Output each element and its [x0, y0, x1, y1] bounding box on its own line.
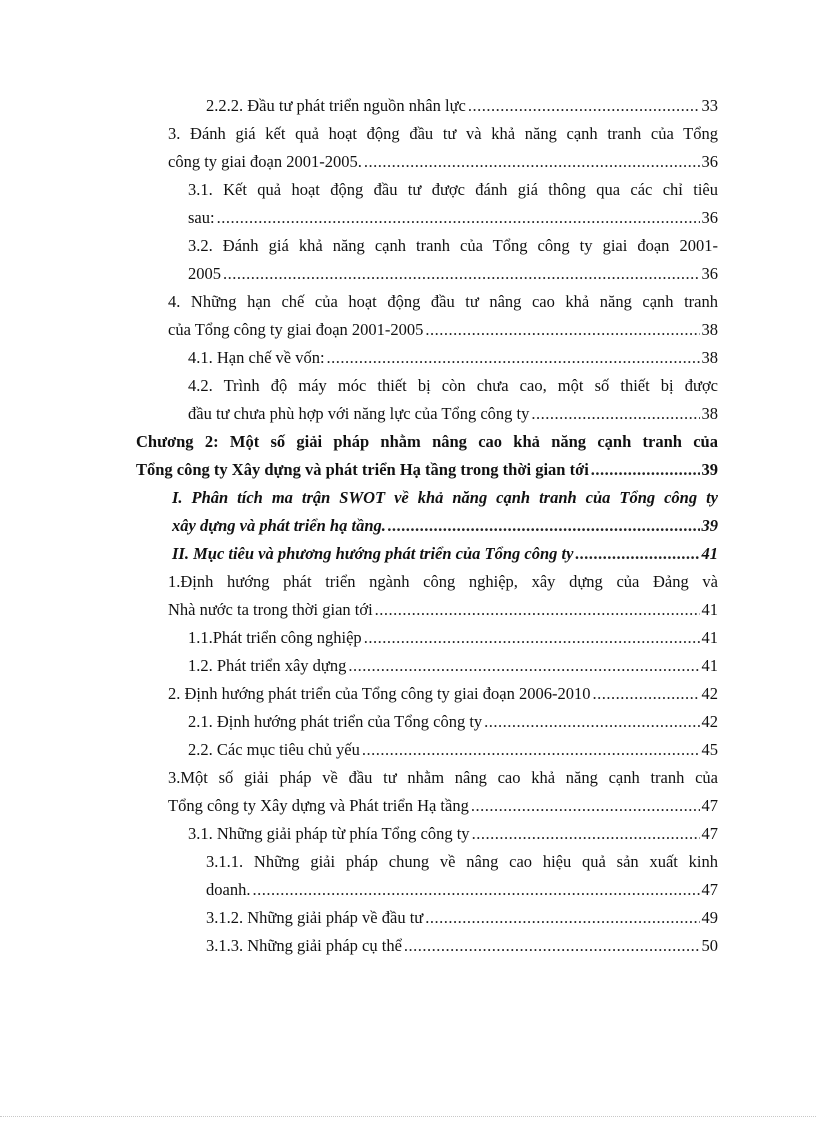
- toc-entry-text: 4.2. Trình độ máy móc thiết bị còn chưa cao, một số thiết bị được: [188, 376, 718, 395]
- toc-entry-4-1[interactable]: [136, 344, 718, 372]
- dot-leader: [252, 876, 699, 904]
- toc-page-number: 38: [701, 404, 718, 423]
- dot-leader: [425, 904, 699, 932]
- toc-entry-2-1[interactable]: [136, 708, 718, 736]
- toc-entry-text: 1.1.Phát triển công nghiệp: [188, 628, 362, 647]
- toc-entry-2-2-2[interactable]: [136, 92, 718, 120]
- toc-page-number: 39: [701, 460, 718, 479]
- toc-entry-text: II. Mục tiêu và phương hướng phát triển của Tổng công ty: [172, 544, 574, 563]
- dot-leader: [362, 736, 700, 764]
- page-bottom-rule: [0, 1116, 816, 1117]
- toc-entry-text: 3.1. Kết quả hoạt động đầu tư được đánh giá thông qua các chỉ tiêu: [188, 180, 718, 199]
- toc-page-number: 41: [701, 628, 718, 647]
- toc-entry-text-continued: xây dựng và phát triển hạ tầng.: [172, 516, 386, 535]
- toc-entry-2-2[interactable]: [136, 736, 718, 764]
- dot-leader: [223, 260, 700, 288]
- toc-entry-text-continued: doanh.: [206, 880, 251, 899]
- toc-entry-3-1-1[interactable]: [136, 848, 718, 904]
- toc-page-number: 38: [701, 320, 718, 339]
- toc-entry-4[interactable]: [136, 288, 718, 344]
- toc-page-number: 38: [701, 348, 718, 367]
- toc-entry-section-II[interactable]: [136, 540, 718, 568]
- toc-entry-text: 3.1.2. Những giải pháp về đầu tư: [206, 908, 424, 927]
- toc-entry-4-2[interactable]: [136, 372, 718, 428]
- toc-entry-2[interactable]: [136, 680, 718, 708]
- toc-entry-1-2[interactable]: [136, 652, 718, 680]
- toc-entry-text: 3.2. Đánh giá khả năng cạnh tranh của Tổng công ty giai đoạn 2001-: [188, 236, 718, 255]
- dot-leader: [364, 148, 700, 176]
- dot-leader: [327, 344, 700, 372]
- toc-entry-1[interactable]: [136, 568, 718, 624]
- dot-leader: [364, 624, 700, 652]
- toc-entry-text: 1.Định hướng phát triển ngành công nghiệp, xây dựng của Đảng và: [168, 572, 718, 591]
- toc-page-number: 41: [701, 600, 718, 619]
- toc-entry-1-1[interactable]: [136, 624, 718, 652]
- toc-entry-text-continued: sau:: [188, 208, 215, 227]
- toc-page-number: 42: [701, 684, 718, 703]
- dot-leader: [404, 932, 700, 960]
- toc-entry-text-continued: đầu tư chưa phù hợp với năng lực của Tổng công ty: [188, 404, 530, 423]
- toc-page-number: 36: [701, 264, 718, 283]
- dot-leader: [348, 652, 699, 680]
- dot-leader: [591, 456, 700, 484]
- dot-leader: [472, 820, 700, 848]
- toc-entry-text: 3. Đánh giá kết quả hoạt động đầu tư và khả năng cạnh tranh của Tổng: [168, 124, 718, 143]
- toc-entry-text: 2.1. Định hướng phát triển của Tổng công ty: [188, 712, 483, 731]
- toc-entry-text: 4. Những hạn chế của hoạt động đầu tư nâng cao khả năng cạnh tranh: [168, 292, 718, 311]
- toc-entry-text: 2.2.2. Đầu tư phát triển nguồn nhân lực: [206, 96, 466, 115]
- dot-leader: [575, 540, 699, 568]
- toc-entry-section-I[interactable]: [136, 484, 718, 540]
- dot-leader: [592, 680, 699, 708]
- toc-entry-text-continued: công ty giai đoạn 2001-2005.: [168, 152, 362, 171]
- toc-page-number: 45: [701, 740, 718, 759]
- toc-page-number: 47: [701, 824, 718, 843]
- dot-leader: [531, 400, 699, 428]
- toc-entry-text: 3.1.3. Những giải pháp cụ thể: [206, 936, 402, 955]
- toc-entry-text: 1.2. Phát triển xây dựng: [188, 656, 347, 675]
- toc-entry-3-1[interactable]: [136, 176, 718, 232]
- toc-entry-text: 3.1. Những giải pháp từ phía Tổng công ty: [188, 824, 470, 843]
- toc-page-number: 39: [701, 516, 718, 535]
- toc-entry-text: 2. Định hướng phát triển của Tổng công ty giai đoạn 2006-2010: [168, 684, 591, 703]
- toc-entry-3-1-solutions[interactable]: [136, 820, 718, 848]
- toc-page-number: 42: [701, 712, 718, 731]
- dot-leader: [217, 204, 700, 232]
- toc-page-number: 36: [701, 152, 718, 171]
- toc-entry-text: 3.Một số giải pháp về đầu tư nhằm nâng cao khả năng cạnh tranh của: [168, 768, 718, 787]
- toc-page-number: 50: [701, 936, 718, 955]
- toc-page-number: 41: [701, 544, 718, 563]
- toc-entry-text-continued: Nhà nước ta trong thời gian tới: [168, 600, 373, 619]
- toc-entry-3[interactable]: [136, 120, 718, 176]
- toc-page-number: 36: [701, 208, 718, 227]
- toc-entry-text: 3.1.1. Những giải pháp chung về nâng cao hiệu quả sản xuất kinh: [206, 852, 718, 871]
- toc-entry-text-continued: 2005: [188, 264, 221, 283]
- toc-page-number: 41: [701, 656, 718, 675]
- toc-entry-3-1-3[interactable]: [136, 932, 718, 960]
- toc-page-number: 47: [701, 796, 718, 815]
- dot-leader: [375, 596, 700, 624]
- toc-entry-3-2[interactable]: [136, 232, 718, 288]
- toc-entry-text-continued: của Tổng công ty giai đoạn 2001-2005: [168, 320, 424, 339]
- toc-entry-text: Chương 2: Một số giải pháp nhằm nâng cao khả năng cạnh tranh của: [136, 432, 718, 451]
- toc-entry-text-continued: Tổng công ty Xây dựng và Phát triển Hạ tầng: [168, 796, 469, 815]
- toc-page-number: 47: [701, 880, 718, 899]
- dot-leader: [471, 792, 700, 820]
- toc-entry-text: 2.2. Các mục tiêu chủ yếu: [188, 740, 360, 759]
- toc-entry-3-solutions[interactable]: [136, 764, 718, 820]
- toc-entry-chapter-2[interactable]: [136, 428, 718, 484]
- dot-leader: [484, 708, 699, 736]
- toc-page-number: 33: [701, 96, 718, 115]
- toc-entry-3-1-2[interactable]: [136, 904, 718, 932]
- dot-leader: [468, 92, 700, 120]
- toc-entry-text-continued: Tổng công ty Xây dựng và phát triển Hạ tầng trong thời gian tới: [136, 460, 589, 479]
- dot-leader: [425, 316, 699, 344]
- table-of-contents: [136, 92, 718, 960]
- toc-page-number: 49: [701, 908, 718, 927]
- toc-entry-text: 4.1. Hạn chế về vốn:: [188, 348, 325, 367]
- dot-leader: [388, 512, 700, 540]
- toc-entry-text: I. Phân tích ma trận SWOT về khả năng cạnh tranh của Tổng công ty: [172, 488, 718, 507]
